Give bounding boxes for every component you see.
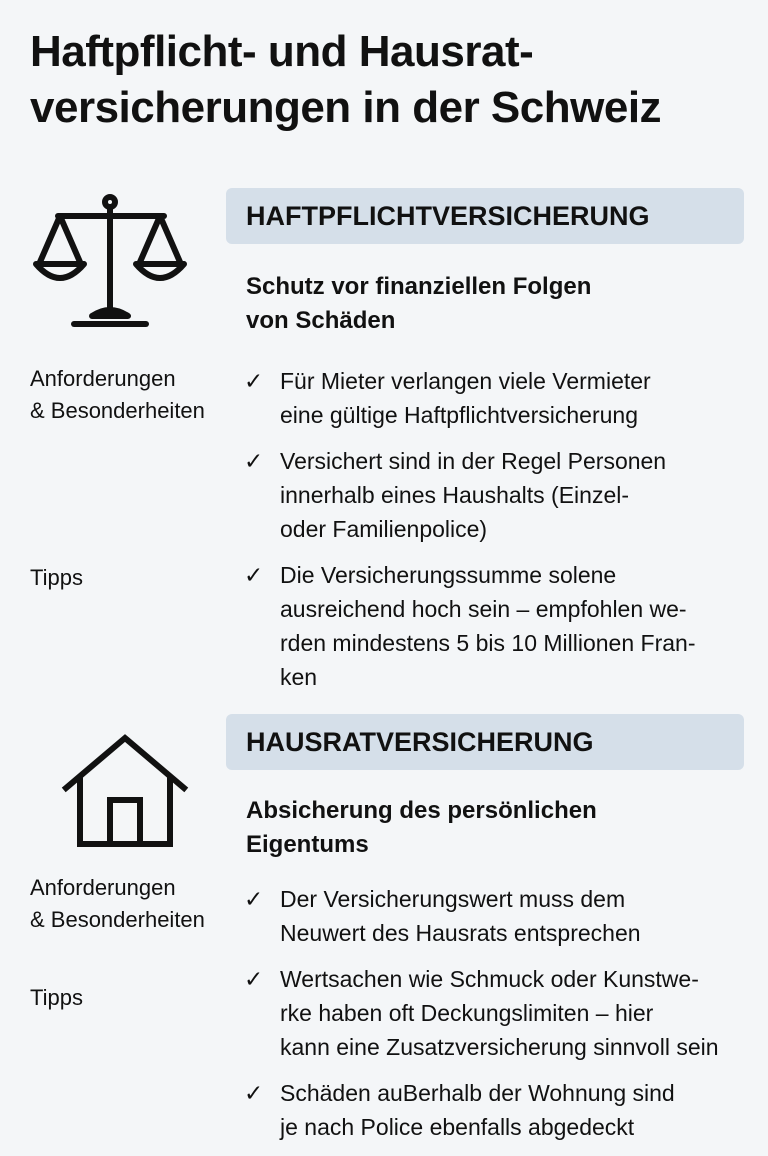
label-line: Anforderungen	[30, 366, 176, 391]
subtitle-line: von Schäden	[246, 307, 396, 334]
scales-icon	[30, 192, 190, 332]
subtitle-line: Eigentums	[246, 831, 369, 858]
item-line: Die Versicherungssumme solene	[280, 562, 617, 588]
section-subtitle-liability	[246, 270, 726, 338]
title-line-2: versicherungen in der Schweiz	[30, 83, 662, 132]
item-line: rden mindestens 5 bis 10 Millionen Fran-	[280, 630, 696, 656]
section-heading-household: HAUSRATVERSICHERUNG	[226, 714, 744, 770]
list-item	[244, 882, 768, 950]
requirements-label	[30, 363, 230, 427]
checkmark-icon: ✓	[244, 448, 264, 474]
label-line: & Besonderheiten	[30, 398, 205, 423]
item-line: je nach Police ebenfalls abgedeckt	[280, 1114, 635, 1140]
title-line-1: Haftpflicht- und Hausrat-	[30, 27, 534, 76]
tips-label: Tipps	[30, 985, 83, 1010]
label-line: & Besonderheiten	[30, 907, 205, 932]
item-line: innerhalb eines Haushalts (Einzel-	[280, 482, 630, 508]
item-line: Wertsachen wie Schmuck oder Kunstwe-	[280, 966, 699, 992]
item-line: kann eine Zusatzversicherung sinnvoll sein	[280, 1034, 719, 1060]
label-line: Anforderungen	[30, 875, 176, 900]
subtitle-line: Schutz vor finanziellen Folgen	[246, 273, 592, 300]
item-line: ausreichend hoch sein – empfohlen we-	[280, 596, 687, 622]
liability-checklist	[244, 364, 768, 706]
list-item	[244, 364, 768, 432]
household-checklist	[244, 882, 768, 1156]
checkmark-icon: ✓	[244, 562, 264, 588]
section-subtitle-household	[246, 794, 726, 862]
item-line: Neuwert des Hausrats entsprechen	[280, 920, 641, 946]
list-item	[244, 558, 768, 694]
checkmark-icon: ✓	[244, 966, 264, 992]
page-title	[30, 24, 750, 136]
item-line: oder Familienpolice)	[280, 516, 488, 542]
item-line: ken	[280, 664, 318, 690]
list-item	[244, 444, 768, 546]
list-item	[244, 1076, 768, 1144]
item-line: Schäden auBerhalb der Wohnung sind	[280, 1080, 675, 1106]
item-line: Versichert sind in der Regel Personen	[280, 448, 667, 474]
requirements-label	[30, 872, 230, 936]
checkmark-icon: ✓	[244, 368, 264, 394]
house-icon	[60, 732, 190, 852]
item-line: Der Versicherungswert muss dem	[280, 886, 626, 912]
item-line: eine gültige Haftpflichtversicherung	[280, 402, 638, 428]
section-heading-liability: HAFTPFLICHTVERSICHERUNG	[226, 188, 744, 244]
item-line: rke haben oft Deckungslimiten – hier	[280, 1000, 654, 1026]
list-item	[244, 962, 768, 1064]
tips-label: Tipps	[30, 565, 83, 590]
item-line: Für Mieter verlangen viele Vermieter	[280, 368, 651, 394]
checkmark-icon: ✓	[244, 1080, 264, 1106]
subtitle-line: Absicherung des persönlichen	[246, 797, 597, 824]
checkmark-icon: ✓	[244, 886, 264, 912]
